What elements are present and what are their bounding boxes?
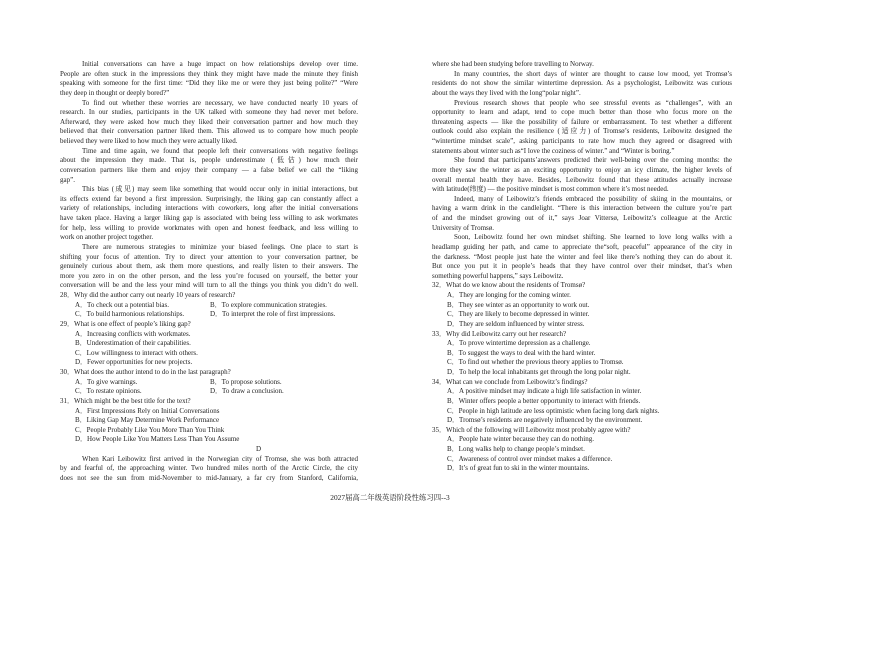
passage-d-p6-line-3: the darkness. “Most people just hate the winter and feel like there’s nothing they can do about it. bbox=[432, 252, 732, 261]
question-32-option-b: B．They see winter as an opportunity to work out. bbox=[447, 300, 590, 309]
passage-d-p3-line-5: “wintertime mindset scale”, asking participants to rate how much they agreed or disagreed with bbox=[432, 137, 732, 145]
passage-d-p2-line-1: In many countries, the short days of winter are thought to cause low mood, yet Tromsø’s bbox=[454, 69, 732, 78]
question-35-option-c: C．Awareness of control over mindset makes a difference. bbox=[447, 454, 613, 463]
question-30-options-row-1 bbox=[60, 378, 358, 388]
question-28-option-a: A．To check out a potential bias. bbox=[75, 300, 169, 309]
passage-d-p6-line-1: Soon, Leibowitz found her own mindset shifting. She learned to love long walks with a bbox=[454, 233, 732, 242]
passage-c-p1-line-3: speaking with someone for the first time: “Did they like me or were they just being polite?” “Were bbox=[60, 79, 358, 88]
question-35-option-d: D．It’s of great fun to ski in the winter mountains. bbox=[447, 464, 590, 473]
question-32-stem: 32．What do we know about the residents of Tromsø? bbox=[432, 281, 586, 290]
passage-c-p2-line-3: Afterward, they were asked how much they liked their conversation partner and how much they bbox=[60, 117, 358, 126]
question-30-option-a: A．To give warnings. bbox=[75, 377, 138, 386]
passage-d-p6-line-5: something powerful happens,” says Leibowitz. bbox=[432, 271, 564, 280]
passage-c-p1-line-1: Initial conversations can have a huge impact on how relationships develop over time. bbox=[82, 60, 358, 68]
question-29-option-c: C．Low willingness to interact with others. bbox=[75, 348, 198, 357]
question-33-option-c: C．To find out whether the previous theory applies to Tromsø. bbox=[447, 358, 624, 367]
passage-c-p5-line-5: conversation will be and the less your mind will turn to all the things you think you didn’t do well. bbox=[60, 281, 358, 290]
passage-d-p4-line-4: with latitude(纬度) — the positive mindset is most common where it’s most needed. bbox=[432, 185, 669, 194]
question-28-options-row-2 bbox=[60, 310, 358, 320]
passage-c-p2-line-1: To find out whether these worries are necessary, we have conducted nearly 10 years of bbox=[82, 98, 358, 107]
passage-d-p3-line-4: outlook could also explain the resilience (适应力) of Tromsø’s residents, Leibowitz designed the bbox=[432, 127, 732, 136]
question-31-option-c: C．People Probably Like You More Than You Think bbox=[75, 425, 225, 434]
passage-d-p3-line-2: opportunity to learn and adapt, tend to cope much better than those who focus more on the bbox=[432, 108, 732, 117]
passage-c-p3-line-3: conversation partners like them and enjoy their company — a false belief we call the “liking bbox=[60, 165, 358, 174]
question-30-stem: 30．What does the author intend to do in the last paragraph? bbox=[60, 368, 231, 376]
passage-c-p1-line-4: they deep in thought or deeply bored?” bbox=[60, 88, 170, 97]
passage-c-p5-line-2: shifting your focus of attention. Try to direct your attention to your conversation partner, be bbox=[60, 252, 358, 261]
question-35-option-b: B．Long walks help to change people’s mindset. bbox=[447, 445, 585, 453]
question-29-option-b: B．Underestimation of their capabilities. bbox=[75, 339, 191, 348]
passage-d-p6-line-4: But once you put it in people’s heads that they have control over their mindset, that’s when bbox=[432, 262, 732, 271]
question-28-option-c: C．To build harmonious relationships. bbox=[75, 310, 185, 319]
question-28-option-d: D．To interpret the role of first impressions. bbox=[210, 310, 336, 319]
question-35-stem: 35．Which of the following will Leibowitz most probably agree with? bbox=[432, 425, 631, 434]
question-33-option-d: D．To help the local inhabitants get through the long polar night. bbox=[447, 368, 631, 376]
passage-d-p1-line-1: When Kari Leibowitz first arrived in the Norwegian city of Tromsø, she was both attracted bbox=[82, 454, 358, 463]
passage-d-p2-line-2: residents do not show the similar wintertime depression. As a psychologist, Leibowitz was curious bbox=[432, 79, 732, 88]
passage-c-p4-line-4: have taken place. Having a larger liking gap is associated with being less willing to ask workmates bbox=[60, 214, 358, 222]
left-column bbox=[60, 60, 358, 484]
question-29-option-a: A．Increasing conflicts with workmates. bbox=[75, 329, 191, 338]
passage-c-p2-line-2: research. In our studies, participants in the UK talked with someone they had never met before. bbox=[60, 108, 358, 117]
question-28-options-row-1 bbox=[60, 301, 358, 311]
passage-d-p1-line-3: does not see the sun from mid-November to mid-January, a far cry from Stanford, California, bbox=[60, 473, 358, 482]
passage-d-p1-line-4: where she had been studying before travelling to Norway. bbox=[432, 60, 594, 68]
question-31-option-a: A．First Impressions Rely on Initial Conversations bbox=[75, 406, 220, 415]
question-28-option-b: B．To explore communication strategies. bbox=[210, 300, 327, 309]
question-34-option-b: B．Winter offers people a better opportunity to interact with friends. bbox=[447, 396, 641, 405]
right-column bbox=[432, 60, 732, 474]
question-29-stem: 29．What is one effect of people’s liking gap? bbox=[60, 319, 191, 328]
question-35-option-a: A．People hate winter because they can do nothing. bbox=[447, 435, 594, 444]
question-30-options-row-2 bbox=[60, 387, 358, 397]
passage-c-p3-line-2: about the impression they made. That is, people underestimate (低估) how much their bbox=[60, 156, 358, 165]
question-33-option-b: B．To suggest the ways to deal with the hard winter. bbox=[447, 348, 596, 357]
question-31-option-d: D．How People Like You Matters Less Than You Assume bbox=[75, 435, 240, 444]
question-32-option-d: D．They are seldom influenced by winter stress. bbox=[447, 319, 585, 328]
passage-c-p5-line-4: more you zero in on the other person, and the less you’re focused on yourself, the better your bbox=[60, 271, 358, 280]
question-33-stem: 33．Why did Leibowitz carry out her research? bbox=[432, 329, 567, 338]
page-footer: 2027届高二年级英语阶段性练习四--3 bbox=[330, 493, 450, 502]
passage-d-p3-line-3: threatening aspects — like the possibility of failure or embarrassment. To test whether a different bbox=[432, 117, 732, 126]
passage-d-p5-line-1: Indeed, many of Leibowitz’s friends embraced the possibility of skiing in the mountains, or bbox=[454, 194, 732, 203]
passage-d-p6-line-2: headlamp guiding her path, and came to appreciate the“soft, peaceful” appearance of the city in bbox=[432, 242, 732, 251]
question-31-stem: 31．Which might be the best title for the text? bbox=[60, 396, 191, 405]
question-34-option-c: C．People in high latitude are less optimistic when facing long dark nights. bbox=[447, 406, 660, 415]
question-34-stem: 34．What can we conclude from Leibowitz’s findings? bbox=[432, 377, 588, 386]
question-30-option-d: D．To draw a conclusion. bbox=[210, 387, 284, 396]
passage-c-p4-line-6: work on another project together. bbox=[60, 233, 154, 242]
question-28-stem: 28．Why did the author carry out nearly 10 years of research? bbox=[60, 291, 236, 299]
passage-c-p4-line-2: its effects extend far beyond a first impression. Surprisingly, the liking gap can constantly affect a bbox=[60, 194, 358, 203]
question-30-option-b: B．To propose solutions. bbox=[210, 377, 282, 386]
passage-c-p4-line-1: This bias (成见) may seem like something that would occur only in initial interactions, but bbox=[82, 185, 358, 194]
passage-c-p1-line-2: People are often stuck in the impressions they think they might have made the minute they finish bbox=[60, 69, 358, 78]
passage-d-label: D bbox=[256, 445, 262, 453]
passage-c-p4-line-3: variety of relationships, including interactions with coworkers, long after the initial conversations bbox=[60, 204, 358, 213]
passage-d-p5-line-3: of and the mindset growing out of it,” says Joar Vittersø, Leibowitz’s colleague at the Arctic bbox=[432, 214, 732, 222]
question-30-option-c: C．To restate opinions. bbox=[75, 387, 142, 396]
question-34-option-a: A．A positive mindset may indicate a high life satisfaction in winter. bbox=[447, 387, 642, 396]
question-29-option-d: D．Fewer opportunities for new projects. bbox=[75, 358, 193, 367]
passage-c-p5-line-3: genuinely curious about them, ask them more questions, and really listen to their answers. The bbox=[60, 262, 358, 271]
passage-c-p2-line-5: believed they were liked to how much they were actually liked. bbox=[60, 137, 238, 145]
question-32-option-c: C．They are likely to become depressed in winter. bbox=[447, 310, 590, 319]
passage-d-p1-line-2: by and fearful of, the approaching winter. Two hundred miles north of the Arctic Circle, the city bbox=[60, 464, 358, 473]
passage-c-p3-line-4: gap”. bbox=[60, 175, 75, 184]
passage-c-p2-line-4: believed that their conversation partner liked them. This allowed us to compare how much people bbox=[60, 127, 358, 136]
passage-c-p4-line-5: for help, less willing to provide workmates with open and honest feedback, and less willing to bbox=[60, 223, 358, 232]
question-34-option-d: D．Tromsø’s residents are negatively influenced by the environment. bbox=[447, 416, 643, 425]
question-32-option-a: A．They are longing for the coming winter. bbox=[447, 291, 571, 299]
passage-c-p3-line-1: Time and time again, we found that people left their conversations with negative feelings bbox=[82, 146, 358, 155]
passage-d-p3-line-6: statements about winter such as“I love the coziness of winter.” and “Winter is boring.” bbox=[432, 146, 675, 155]
passage-d-p3-line-1: Previous research shows that people who see stressful events as “challenges”, with an bbox=[454, 98, 732, 107]
passage-d-p2-line-3: about the ways they lived with the long“polar night”. bbox=[432, 88, 581, 97]
passage-d-p5-line-2: having a warm drink in the candlelight. “There is this interaction between the culture you’re part bbox=[432, 204, 732, 213]
question-31-option-b: B．Liking Gap May Determine Work Performance bbox=[75, 416, 220, 425]
passage-d-p4-line-1: She found that participants’answers predicted their well-being over the coming months: the bbox=[454, 156, 732, 165]
question-33-option-a: A．To prove wintertime depression as a challenge. bbox=[447, 339, 591, 348]
passage-d-p4-line-3: overall mental health they have. Besides, Leibowitz found that these attitudes actually increase bbox=[432, 175, 732, 184]
passage-d-p4-line-2: more they saw the winter as an exciting opportunity to enjoy an icy climate, the higher levels of bbox=[432, 165, 732, 174]
passage-d-p5-line-4: University of Tromsø. bbox=[432, 223, 495, 232]
passage-c-p5-line-1: There are numerous strategies to minimize your biased feelings. One place to start is bbox=[82, 242, 358, 251]
